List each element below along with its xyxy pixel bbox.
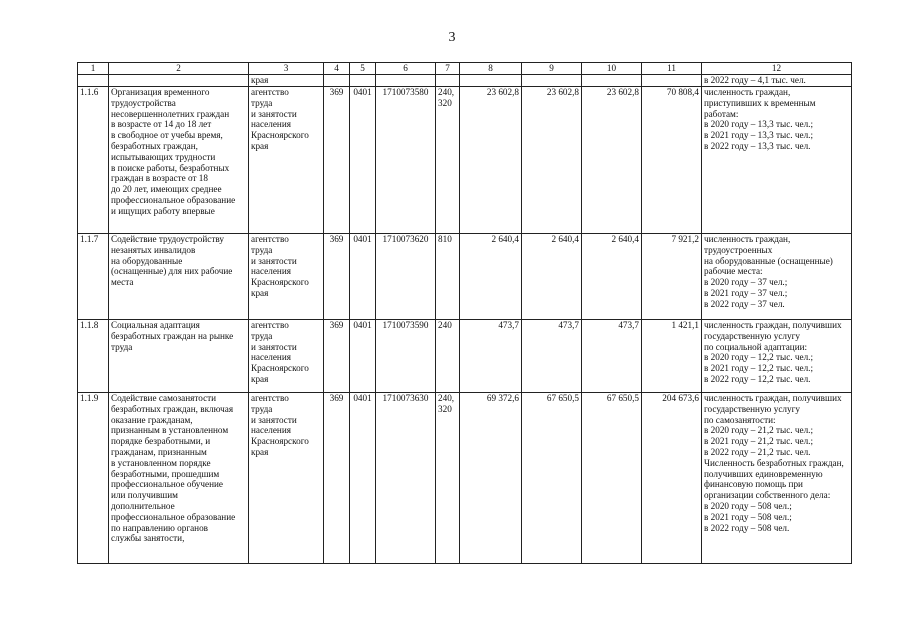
cell-result: численность граждан, трудоустроенных на оборудованные (оснащенные) рабочие места: в 2020 году – 37 чел.; в 2021 году – 37 чел.; в 2022 году – 37 чел.	[702, 234, 852, 320]
cell-2021: 473,7	[522, 320, 582, 393]
table-row	[78, 234, 852, 320]
column-header: 2	[109, 63, 249, 75]
cell-2020: 2 640,4	[460, 234, 522, 320]
cell-grbs: 369	[324, 87, 350, 234]
cell-name: Социальная адаптация безработных граждан на рынке труда	[109, 320, 249, 393]
cell-vr: 240	[436, 320, 460, 393]
cell-csr: 1710073630	[376, 393, 436, 564]
column-header: 10	[582, 63, 642, 75]
cell-2021: 23 602,8	[522, 87, 582, 234]
cell-rzpr: 0401	[350, 320, 376, 393]
cell-2022: 23 602,8	[582, 87, 642, 234]
cell	[436, 75, 460, 87]
table-row	[78, 320, 852, 393]
cell-result: численность граждан, получивших государственную услугу по социальной адаптации: в 2020 году – 12,2 тыс. чел.; в 2021 году – 12,2 тыс. чел.; в 2022 году – 12,2 тыс. чел.	[702, 320, 852, 393]
cell-executor: агентство труда и занятости населения Красноярского края	[249, 320, 324, 393]
column-header: 1	[78, 63, 109, 75]
cell-vr: 810	[436, 234, 460, 320]
cell-2022: 473,7	[582, 320, 642, 393]
table-row	[78, 87, 852, 234]
continuation-row	[78, 75, 852, 87]
cell-id: 1.1.9	[78, 393, 109, 564]
cell-total: 7 921,2	[642, 234, 702, 320]
column-header: 8	[460, 63, 522, 75]
cell-name: Содействие самозанятости безработных граждан, включая оказание гражданам, признанным в установленном порядке безработными, и гражданам, признанным в установленном порядке безработными, прошедшим профессиональное обучение или получившим дополнительное профессиональное образование по направлению органов службы занятости,	[109, 393, 249, 564]
column-header: 7	[436, 63, 460, 75]
cell-total: 1 421,1	[642, 320, 702, 393]
cell-2020: 23 602,8	[460, 87, 522, 234]
cell-executor: агентство труда и занятости населения Красноярского края	[249, 87, 324, 234]
page-number: 3	[448, 30, 456, 45]
cell	[324, 75, 350, 87]
cell-2022: 2 640,4	[582, 234, 642, 320]
column-header: 12	[702, 63, 852, 75]
cell-csr: 1710073620	[376, 234, 436, 320]
cell-name: Содействие трудоустройству незанятых инвалидов на оборудованные (оснащенные) для них рабочие места	[109, 234, 249, 320]
cell-2022: 67 650,5	[582, 393, 642, 564]
cell-id: 1.1.7	[78, 234, 109, 320]
cell-2020: 69 372,6	[460, 393, 522, 564]
cell-2021: 2 640,4	[522, 234, 582, 320]
cell-result: численность граждан, получивших государственную услугу по самозанятости: в 2020 году – 21,2 тыс. чел.; в 2021 году – 21,2 тыс. чел.; в 2022 году – 21,2 тыс. чел. Численность безработных граждан, получивших единовременную финансовую помощь при организации собственного дела: в 2020 году – 508 чел.; в 2021 году – 508 чел.; в 2022 году – 508 чел.	[702, 393, 852, 564]
cell-id: 1.1.8	[78, 320, 109, 393]
cell	[350, 75, 376, 87]
cell-total: 70 808,4	[642, 87, 702, 234]
cell	[109, 75, 249, 87]
cell-csr: 1710073590	[376, 320, 436, 393]
cell-rzpr: 0401	[350, 393, 376, 564]
cell-executor: агентство труда и занятости населения Красноярского края	[249, 393, 324, 564]
cell-csr: 1710073580	[376, 87, 436, 234]
column-number-row	[78, 63, 852, 75]
cell-vr: 240, 320	[436, 393, 460, 564]
cell-2020: 473,7	[460, 320, 522, 393]
cell	[522, 75, 582, 87]
cell-name: Организация временного трудоустройства несовершеннолетних граждан в возрасте от 14 до 18 лет в свободное от учебы время, безработных граждан, испытывающих трудности в поиске работы, безработных граждан в возрасте от 18 до 20 лет, имеющих среднее профессиональное образование и ищущих работу впервые	[109, 87, 249, 234]
column-header: 3	[249, 63, 324, 75]
cell-result: в 2022 году – 4,1 тыс. чел.	[702, 75, 852, 87]
cell	[460, 75, 522, 87]
cell	[376, 75, 436, 87]
cell-id: 1.1.6	[78, 87, 109, 234]
cell-grbs: 369	[324, 320, 350, 393]
cell-grbs: 369	[324, 234, 350, 320]
cell	[582, 75, 642, 87]
program-table	[77, 62, 852, 564]
cell	[78, 75, 109, 87]
cell-result: численность граждан, приступивших к временным работам: в 2020 году – 13,3 тыс. чел.; в 2021 году – 13,3 тыс. чел.; в 2022 году – 13,3 тыс. чел.	[702, 87, 852, 234]
cell-rzpr: 0401	[350, 234, 376, 320]
table-row	[78, 393, 852, 564]
column-header: 11	[642, 63, 702, 75]
cell-executor: агентство труда и занятости населения Красноярского края	[249, 234, 324, 320]
cell-executor: края	[249, 75, 324, 87]
cell-vr: 240, 320	[436, 87, 460, 234]
column-header: 4	[324, 63, 350, 75]
column-header: 9	[522, 63, 582, 75]
cell-grbs: 369	[324, 393, 350, 564]
cell	[642, 75, 702, 87]
column-header: 6	[376, 63, 436, 75]
cell-total: 204 673,6	[642, 393, 702, 564]
cell-rzpr: 0401	[350, 87, 376, 234]
cell-2021: 67 650,5	[522, 393, 582, 564]
column-header: 5	[350, 63, 376, 75]
